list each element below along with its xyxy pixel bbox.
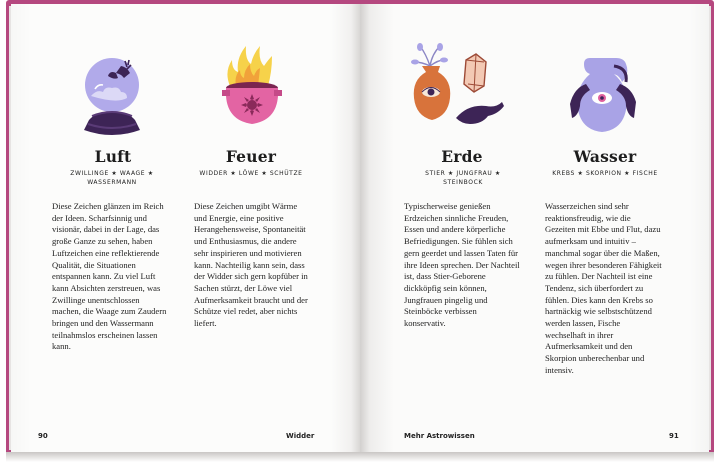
page-number-right: 91 — [669, 432, 679, 440]
signs-wasser: KREBS ★ SKORPION ★ FISCHE — [552, 170, 658, 177]
element-title-wasser: Wasser — [573, 147, 637, 166]
flaming-cauldron-icon — [218, 42, 286, 134]
crystal-ball-icon — [78, 52, 146, 140]
body-text-feuer: Diese Zeichen umgibt Wärme und Energie, eine positive Herangehensweise, Spontaneität und Enthusiasmus, die andere sehr inspirieren und motivieren kann. Nachteilig kann sein, dass der Widder sich gern kopfüber in Sachen stürzt, der Löwe viel Aufmerksamkeit braucht und der Schütze viel redet, aber nichts liefert. — [194, 201, 308, 329]
eye-vase-crystal-icon — [408, 40, 504, 132]
water-jug-icon — [568, 54, 638, 136]
element-title-luft: Luft — [94, 147, 132, 166]
body-text-wasser: Wasserzeichen sind sehr reaktionsfreudig, wie die Gezeiten mit Ebbe und Flut, dazu aufmerksam und intuitiv – manchmal sogar über die Maßen, wegen ihrer besonderen Fähigkeit zu fühlen. Der Nachteil ist eine Tendenz, sich überfordert zu fühlen. Dies kann den Krebs so hartnäckig wie selbstschützend werden lassen, Fische wechselhaft in ihrer Aufmerksamkeit und den Skorpion unberechenbar und intensiv. — [545, 201, 662, 375]
page-number-left: 90 — [38, 432, 48, 440]
page-edge-right — [709, 6, 711, 450]
signs-luft: ZWILLINGE ★ WAAGE ★ WASSERMANN — [70, 170, 154, 186]
element-title-feuer: Feuer — [225, 147, 277, 166]
element-title-erde: Erde — [441, 147, 483, 166]
signs-erde: STIER ★ JUNGFRAU ★ STEINBOCK — [425, 170, 501, 186]
book-shadow — [6, 452, 714, 462]
signs-feuer: WIDDER ★ LÖWE ★ SCHÜTZE — [199, 170, 303, 177]
running-head-right: Mehr Astrowissen — [404, 432, 475, 440]
running-head-left: Widder — [286, 432, 315, 440]
body-text-erde: Typischerweise genießen Erdzeichen sinnliche Freuden, Essen und andere körperliche Befriedigungen. Sie fühlen sich gern geerdet und lassen Taten für ihre Ideen sprechen. Der Nachteil ist, dass Stier-Geborene dickköpfig sein können, Jungfrauen pingelig und Steinböcke verbissen konservativ. — [404, 201, 520, 329]
body-text-luft: Diese Zeichen glänzen im Reich der Ideen. Scharfsinnig und visionär, dabei in der Lage, das große Ganze zu sehen, haben Luftzeichen eine reflektierende Qualität, die Situationen entspannen kann. Zu viel Luft kann Absichten zerstreuen, was Zwillinge unentschlossen machen, die Waage zum Zaudern bringen und den Wassermann teilnahmslos erscheinen lassen kann. — [52, 201, 167, 352]
